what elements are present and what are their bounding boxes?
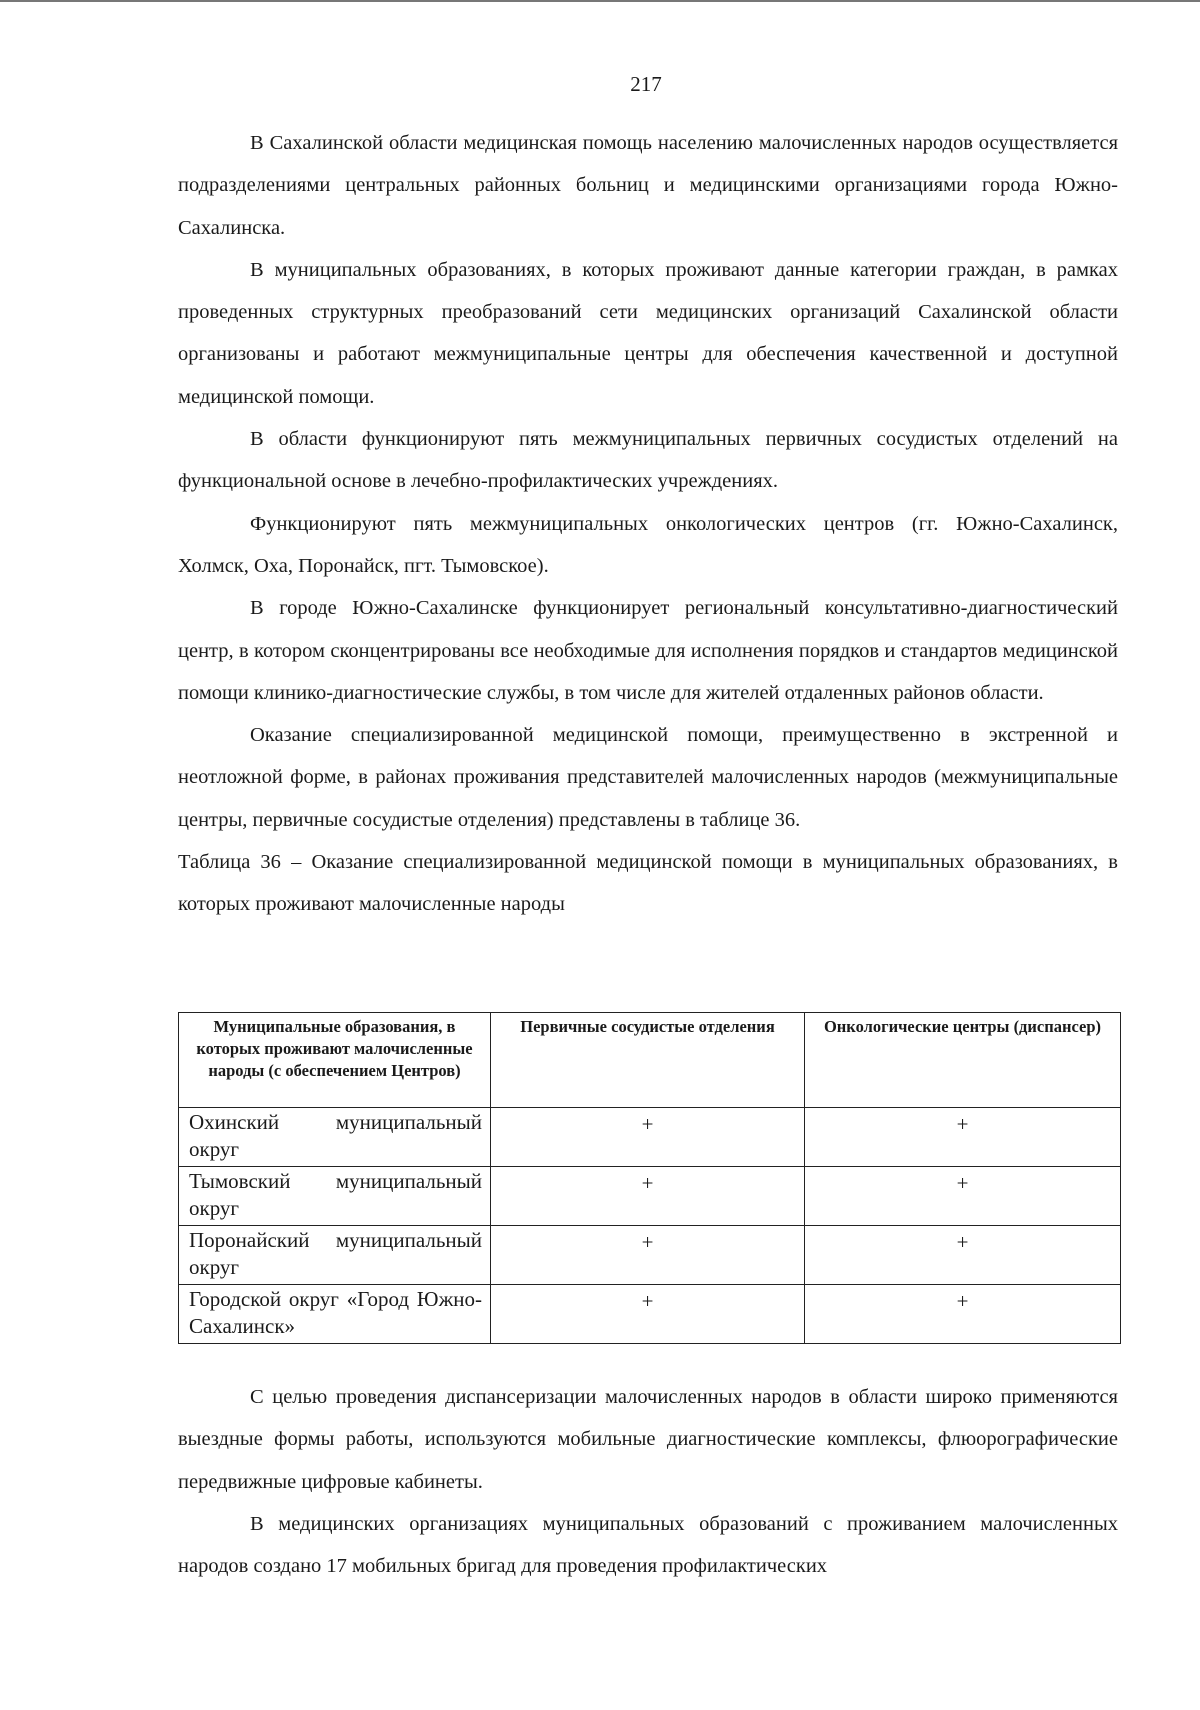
table-row	[179, 1167, 1121, 1226]
body-text-bottom	[178, 1376, 1118, 1587]
paragraph-5: В городе Южно-Сахалинске функционирует региональный консультативно-диагностический центр, в котором сконцентрированы все необходимые для исполнения порядков и стандартов медицинской помощи клинико-диагностические службы, в том числе для жителей отдаленных районов области.	[178, 597, 1118, 704]
cell-oncology: +	[805, 1167, 1121, 1226]
cell-municipality: Городской округ «Город Южно-Сахалинск»	[179, 1285, 491, 1344]
table-row	[179, 1285, 1121, 1344]
column-header-municipality: Муниципальные образования, в которых проживают малочисленные народы (с обеспечением Центров)	[179, 1013, 491, 1108]
paragraph-6: Оказание специализированной медицинской помощи, преимущественно в экстренной и неотложной форме, в районах проживания представителей малочисленных народов (межмуниципальные центры, первичные сосудистые отделения) представлены в таблице 36.	[178, 724, 1118, 831]
cell-municipality: Поронайский муниципальный округ	[179, 1226, 491, 1285]
cell-oncology: +	[805, 1108, 1121, 1167]
cell-oncology: +	[805, 1226, 1121, 1285]
cell-vascular: +	[491, 1108, 805, 1167]
page-top-border	[0, 0, 1200, 2]
paragraph-2: В муниципальных образованиях, в которых проживают данные категории граждан, в рамках проведенных структурных преобразований сети медицинских организаций Сахалинской области организованы и работают межмуниципальные центры для обеспечения качественной и доступной медицинской помощи.	[178, 258, 1118, 408]
table-header-row	[179, 1013, 1121, 1108]
page-number: 217	[630, 72, 662, 96]
paragraph-4: Функционируют пять межмуниципальных онкологических центров (гг. Южно-Сахалинск, Холмск, Оха, Поронайск, пгт. Тымовское).	[178, 512, 1118, 577]
cell-municipality: Тымовский муниципальный округ	[179, 1167, 491, 1226]
table-row	[179, 1108, 1121, 1167]
body-text-top	[178, 122, 1118, 926]
data-table	[178, 1012, 1121, 1344]
table-36	[178, 1012, 1120, 1344]
cell-vascular: +	[491, 1167, 805, 1226]
paragraph-7: С целью проведения диспансеризации малочисленных народов в области широко применяются выездные формы работы, используются мобильные диагностические комплексы, флюорографические передвижные цифровые кабинеты.	[178, 1386, 1118, 1493]
cell-vascular: +	[491, 1226, 805, 1285]
paragraph-1: В Сахалинской области медицинская помощь населению малочисленных народов осуществляется подразделениями центральных районных больниц и медицинскими организациями города Южно-Сахалинска.	[178, 132, 1118, 239]
column-header-vascular: Первичные сосудистые отделения	[491, 1013, 805, 1108]
cell-oncology: +	[805, 1285, 1121, 1344]
cell-vascular: +	[491, 1285, 805, 1344]
paragraph-8: В медицинских организациях муниципальных образований с проживанием малочисленных народов создано 17 мобильных бригад для проведения профилактических	[178, 1512, 1118, 1578]
table-row	[179, 1226, 1121, 1285]
cell-municipality: Охинский муниципальный округ	[179, 1108, 491, 1167]
column-header-oncology: Онкологические центры (диспансер)	[805, 1013, 1121, 1108]
paragraph-3: В области функционируют пять межмуниципальных первичных сосудистых отделений на функциональной основе в лечебно-профилактических учреждениях.	[178, 428, 1118, 493]
table-caption: Таблица 36 – Оказание специализированной медицинской помощи в муниципальных образованиях, в которых проживают малочисленные народы	[178, 851, 1118, 916]
